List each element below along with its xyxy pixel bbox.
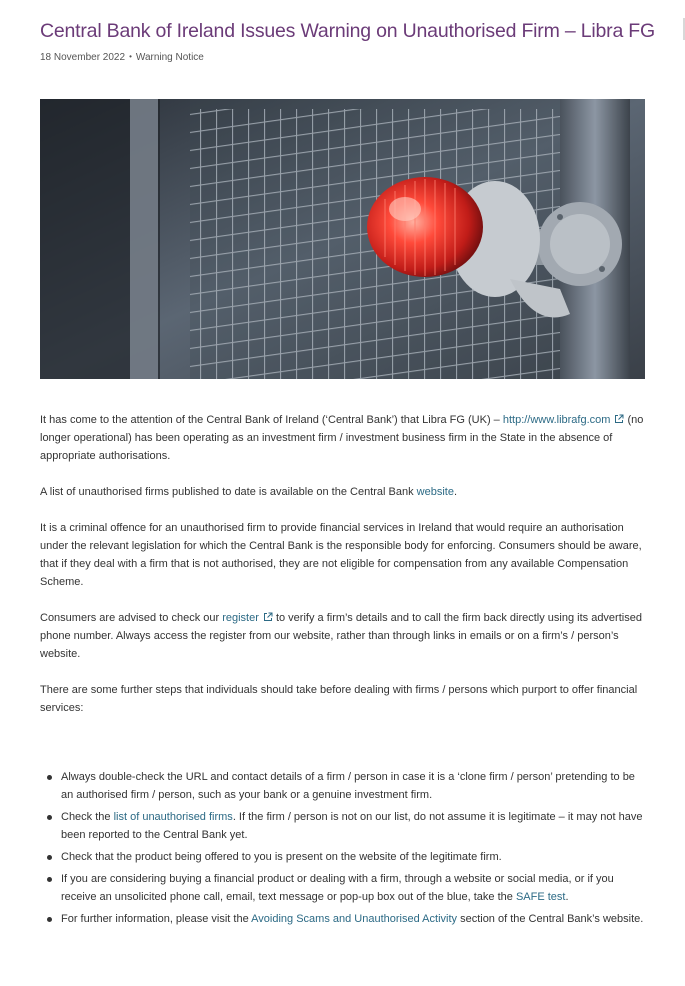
list-item-text-end: section of the Central Bank’s website. (457, 913, 644, 925)
librafg-link[interactable] (503, 414, 625, 426)
paragraph-4-text-end: to verify a firm’s details and to call the firm back directly using its advertised phone number. Always access the register from our website, rather than through links in emails or on a firm’s / person’s website. (40, 612, 642, 660)
meta-separator: • (129, 52, 132, 61)
article-category: Warning Notice (135, 52, 204, 63)
list-item: Check that the product being offered to you is present on the website of the legitimate firm. (40, 848, 650, 866)
paragraph-2 (40, 483, 650, 501)
register-link[interactable] (222, 612, 273, 624)
librafg-link-label: http://www.librafg.com (502, 414, 611, 426)
paragraph-2-text-end: . (453, 486, 458, 498)
list-item-text-end: . If the firm / person is not on our list, do not assume it is legitimate – it may not have been reported to the Central Bank yet. (61, 811, 643, 841)
register-link-label: register (222, 612, 259, 624)
list-item-text: Check the (61, 811, 114, 823)
paragraph-5: There are some further steps that individuals should take before dealing with firms / persons which purport to offer financial services: (40, 684, 638, 714)
external-link-icon (263, 612, 273, 622)
safety-steps-list (40, 768, 650, 928)
safe-test-link[interactable]: SAFE test (515, 891, 566, 903)
paragraph-4 (40, 609, 650, 663)
paragraph-2-text: A list of unauthorised firms published to date is available on the Central Bank (40, 486, 417, 498)
article-body (40, 411, 650, 717)
article-date: 18 November 2022 (40, 52, 126, 63)
paragraph-4-text: Consumers are advised to check our (40, 612, 223, 624)
red-warning-beacon-image (40, 99, 645, 379)
paragraph-1-text-end: (no longer operational) has been operating as an investment firm / investment business firm in the State in the absence of appropriate authorisations. (40, 414, 644, 462)
list-item (40, 808, 650, 844)
list-item (40, 870, 650, 906)
list-item-text-end: . (565, 891, 569, 903)
paragraph-3: It is a criminal offence for an unauthorised firm to provide financial services in Ireland that would require an authorisation under the relevant legislation for which the Central Bank is the responsible body for enforcing. Consumers should be aware, that if they deal with a firm that is not authorised, they are not eligible for compensation from any available Compensation Scheme. (40, 522, 642, 588)
external-link-icon (614, 414, 624, 424)
hero-image (40, 99, 645, 379)
website-link[interactable]: website (416, 486, 454, 498)
list-item: Always double-check the URL and contact details of a firm / person in case it is a ‘clone firm / person’ pretending to be an authorised firm / person, such as your bank or a genuine investment firm. (40, 768, 650, 804)
list-item-text: If you are considering buying a financial product or dealing with a firm, through a website or social media, or if you receive an unsolicited phone call, email, text message or pop-up box out of the blue, take the (61, 873, 614, 903)
list-item-text: For further information, please visit the (61, 913, 252, 925)
page-title: Central Bank of Ireland Issues Warning on Unauthorised Firm – Libra FG (40, 20, 655, 42)
paragraph-1-text: It has come to the attention of the Central Bank of Ireland (‘Central Bank’) that Libra FG (UK) – (40, 414, 503, 426)
article-meta (40, 52, 204, 63)
unauthorised-firms-link[interactable]: list of unauthorised firms (113, 811, 233, 823)
avoiding-scams-link[interactable]: Avoiding Scams and Unauthorised Activity (251, 913, 458, 925)
list-item (40, 910, 650, 928)
paragraph-1 (40, 411, 650, 465)
